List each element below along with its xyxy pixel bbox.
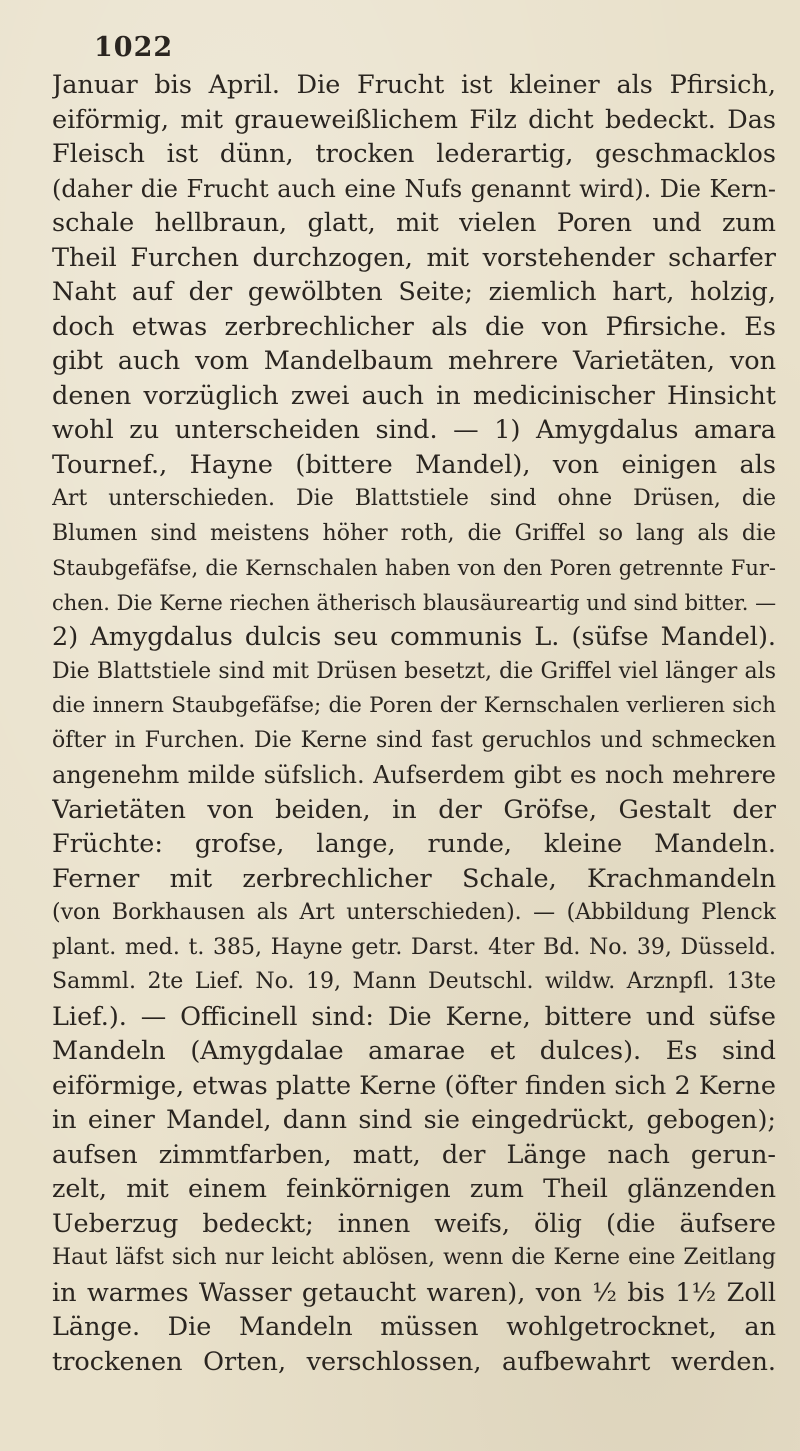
text-line: aufsen zimmtfarben, matt, der Länge nach gerun- [52,1139,776,1170]
text-line: Haut läfst sich nur leicht ablösen, wenn die Kerne eine Zeitlang [52,1245,776,1270]
text-line: Die Blattstiele sind mit Drüsen besetzt, die Griffel viel länger als [52,658,776,684]
text-line: Mandeln (Amygdalae amarae et dulces). Es sind [52,1036,776,1066]
text-line: doch etwas zerbrechlicher als die von Pfirsiche. Es [52,311,776,342]
text-line: Blumen sind meistens höher roth, die Griffel so lang als die [52,520,776,546]
text-line: eiförmig, mit graueweißlichem Filz dicht bedeckt. Das [52,104,776,135]
text-line: Januar bis April. Die Frucht ist kleiner als Pfirsich, [52,70,776,100]
text-line: Länge. Die Mandeln müssen wohlgetrocknet, an [52,1312,776,1342]
text-line: Staubgefäfse, die Kernschalen haben von den Poren getrennte Fur- [52,556,776,580]
page-number: 1022 [94,32,174,63]
text-line: plant. med. t. 385, Hayne getr. Darst. 4ter Bd. No. 39, Düsseld. [52,934,776,960]
text-line: Früchte: grofse, lange, runde, kleine Mandeln. [52,829,776,859]
body-text [52,68,776,1379]
text-line: die innern Staubgefäfse; die Poren der Kernschalen verlieren sich [52,693,776,718]
text-line: angenehm milde süfslich. Aufserdem gibt es noch mehrere [52,761,776,789]
text-line: Theil Furchen durchzogen, mit vorstehender scharfer [52,242,776,273]
text-line: Naht auf der gewölbten Seite; ziemlich hart, holzig, [52,277,776,307]
text-line: in einer Mandel, dann sind sie eingedrückt, gebogen); [52,1105,776,1135]
text-line: gibt auch vom Mandelbaum mehrere Varietäten, von [52,346,776,376]
text-line: eiförmige, etwas platte Kerne (öfter finden sich 2 Kerne [52,1070,776,1101]
text-line: wohl zu unterscheiden sind. — 1) Amygdalus amara [52,415,776,445]
text-line: Tournef., Hayne (bittere Mandel), von einigen als [52,449,776,480]
text-line: Art unterschieden. Die Blattstiele sind ohne Drüsen, die [52,486,776,511]
text-line: Varietäten von beiden, in der Gröfse, Gestalt der [52,794,776,825]
text-line: Samml. 2te Lief. No. 19, Mann Deutschl. wildw. Arznpfl. 13te [52,969,776,994]
text-line: (von Borkhausen als Art unterschieden). — (Abbildung Plenck [52,900,776,925]
text-line: Ferner mit zerbrechlicher Schale, Krachmandeln [52,863,776,894]
text-line: schale hellbraun, glatt, mit vielen Poren und zum [52,208,776,238]
text-line: Fleisch ist dünn, trocken lederartig, geschmacklos [52,139,776,169]
text-line: Lief.). — Officinell sind: Die Kerne, bittere und süfse [52,1001,776,1032]
text-line: denen vorzüglich zwei auch in medicinischer Hinsicht [52,380,776,411]
text-line: öfter in Furchen. Die Kerne sind fast geruchlos und schmecken [52,727,776,753]
text-line: trockenen Orten, verschlossen, aufbewahrt werden. [52,1346,776,1377]
text-line: zelt, mit einem feinkörnigen zum Theil glänzenden [52,1174,776,1204]
text-line: 2) Amygdalus dulcis seu communis L. (süfse Mandel). [52,622,776,652]
text-line: (daher die Frucht auch eine Nufs genannt wird). Die Kern- [52,174,776,203]
text-line: chen. Die Kerne riechen ätherisch blausäureartig und sind bitter. — [52,590,776,615]
text-line: in warmes Wasser getaucht waren), von ½ bis 1½ Zoll [52,1277,776,1308]
text-line: Ueberzug bedeckt; innen weifs, ölig (die äufsere [52,1208,776,1239]
